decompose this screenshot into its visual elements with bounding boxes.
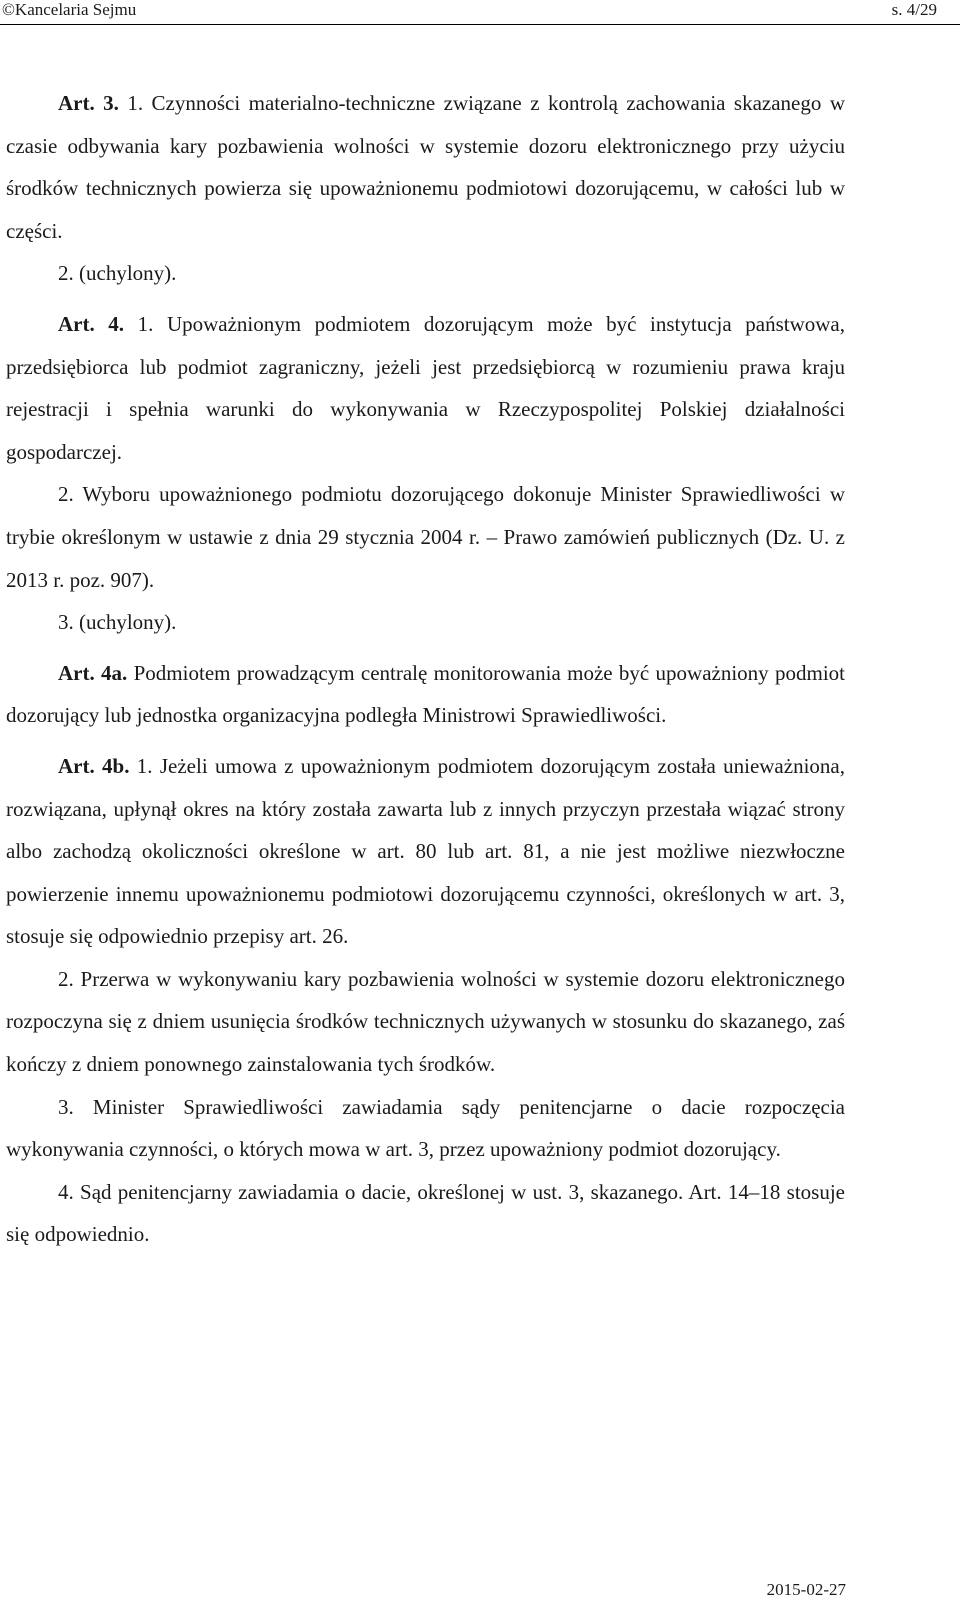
footer-date: 2015-02-27 — [766, 1580, 846, 1599]
paragraph-art-4b-2 — [6, 958, 845, 1086]
paragraph-text: 2. Wyboru upoważnionego podmiotu dozorującego dokonuje Minister Sprawiedliwości w trybie określonym w ustawie z dnia 29 stycznia 2004 r. – Prawo zamówień publicznych (Dz. U. z 2013 r. poz. 907). — [6, 482, 845, 592]
header-copyright: ©Kancelaria Sejmu — [2, 0, 137, 19]
article-number: Art. 3. — [58, 91, 119, 115]
paragraph-art-4-1 — [6, 303, 845, 473]
paragraph-art-3-1 — [6, 82, 845, 252]
paragraph-art-4a — [6, 652, 845, 737]
paragraph-text: 1. Jeżeli umowa z upoważnionym podmiotem dozorującym została unieważniona, rozwiązana, upłynął okres na który została zawarta lub z innych przyczyn przestała wiązać strony albo zachodzą okoliczności określone w art. 80 lub art. 81, a nie jest możliwe niezwłoczne powierzenie innemu upoważnionemu podmiotowi dozorującemu czynności, określonych w art. 3, stosuje się odpowiednio przepisy art. 26. — [6, 753, 845, 949]
paragraph-art-4b-3 — [6, 1086, 845, 1171]
paragraph-text: 3. (uchylony). — [58, 610, 177, 635]
paragraph-text: 1. Czynności materialno-techniczne związane z kontrolą zachowania skazanego w czasie odbywania kary pozbawienia wolności w systemie dozoru elektronicznego przy użyciu środków technicznych powierza się upoważnionemu podmiotowi dozorującemu, w całości lub w części. — [6, 91, 845, 243]
header-page-number: s. 4/29 — [891, 0, 937, 19]
document-body — [6, 82, 845, 1256]
paragraph-art-4-2 — [6, 473, 845, 601]
article-number: Art. 4a. — [58, 660, 128, 685]
paragraph-text: 4. Sąd penitencjarny zawiadamia o dacie, określonej w ust. 3, skazanego. Art. 14–18 stosuje się odpowiednio. — [6, 1179, 845, 1247]
paragraph-art-3-2 — [6, 252, 845, 295]
article-number: Art. 4. — [58, 311, 125, 336]
header-divider — [0, 24, 960, 25]
paragraph-text: 2. (uchylony). — [58, 261, 177, 286]
paragraph-art-4-3 — [6, 601, 845, 644]
page-header — [0, 0, 960, 20]
paragraph-text: Podmiotem prowadzącym centralę monitorowania może być upoważniony podmiot dozorujący lub jednostka organizacyjna podległa Ministrowi Sprawiedliwości. — [6, 660, 846, 728]
paragraph-art-4b-1 — [6, 745, 845, 958]
paragraph-text: 1. Upoważnionym podmiotem dozorującym może być instytucja państwowa, przedsiębiorca lub podmiot zagraniczny, jeżeli jest przedsiębiorcą w rozumieniu prawa kraju rejestracji i spełnia warunki do wykonywania w Rzeczypospolitej Polskiej działalności gospodarczej. — [6, 311, 845, 464]
paragraph-art-4b-4 — [6, 1171, 845, 1256]
paragraph-text: 2. Przerwa w wykonywaniu kary pozbawienia wolności w systemie dozoru elektronicznego rozpoczyna się z dniem usunięcia środków technicznych używanych w stosunku do skazanego, zaś kończy z dniem ponownego zainstalowania tych środków. — [6, 966, 845, 1077]
paragraph-text: 3. Minister Sprawiedliwości zawiadamia sądy penitencjarne o dacie rozpoczęcia wykonywania czynności, o których mowa w art. 3, przez upoważniony podmiot dozorujący. — [6, 1094, 845, 1162]
article-number: Art. 4b. — [58, 753, 130, 778]
